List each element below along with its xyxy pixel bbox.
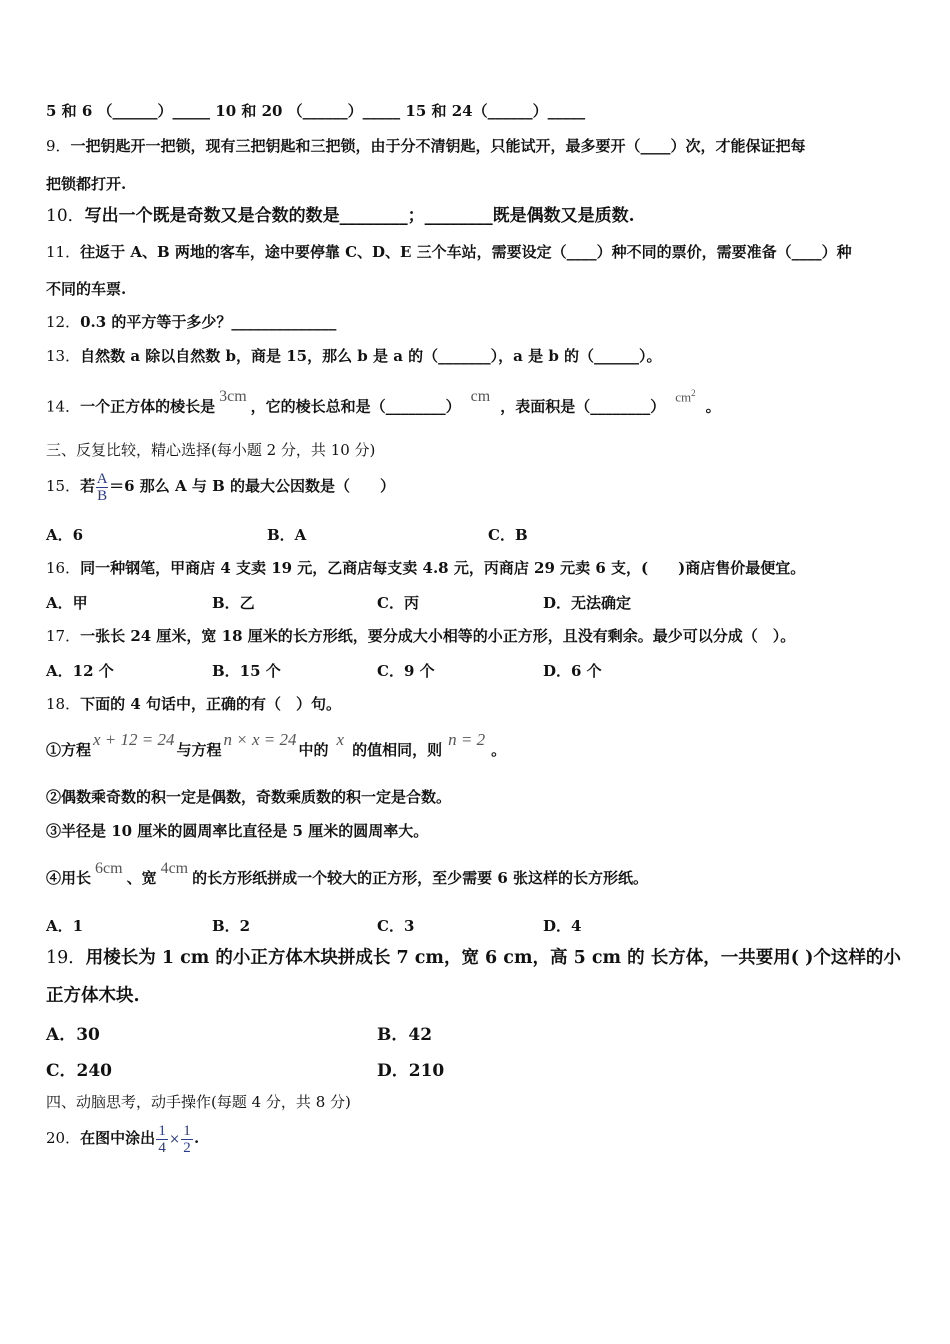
- q18-s1-equation-1: x + 12 = 24: [93, 730, 175, 749]
- q14-number: 14．: [46, 397, 81, 416]
- q18-s1-text-1: ①方程: [46, 741, 92, 759]
- q15-fraction: [96, 472, 108, 503]
- q18-s1-equation-3: n = 2: [448, 730, 486, 749]
- q18-statement-1: [46, 730, 507, 760]
- q18-option-c[interactable]: C．3: [377, 917, 415, 935]
- q16-number: 16．: [46, 559, 81, 577]
- q15-option-a[interactable]: A．6: [46, 526, 84, 544]
- q18-option-b[interactable]: B．2: [212, 917, 251, 935]
- q16-option-d[interactable]: D．无法确定: [543, 594, 632, 612]
- q18-statement-2: ②偶数乘奇数的积一定是偶数，奇数乘质数的积一定是合数。: [46, 788, 452, 806]
- q20-fraction-1: [156, 1124, 168, 1155]
- q18-option-d[interactable]: D．4: [543, 917, 582, 935]
- q9-line2: 把锁都打开.: [46, 175, 127, 193]
- q16-text: 同一种钢笔，甲商店 4 支卖 19 元，乙商店每支卖 4.8 元，丙商店 29 元卖 6 支，( )商店售价最便宜。: [80, 559, 806, 577]
- q18-statement-4: [46, 860, 649, 889]
- q11-number: 11．: [46, 243, 81, 261]
- q14-unit-cm2-base: cm: [675, 389, 692, 405]
- q15-fraction-den: B: [97, 487, 108, 504]
- q19-line1: [46, 948, 901, 968]
- q19-line2: 正方体木块.: [46, 986, 140, 1006]
- q18-s1-text-4: 的值相同，则: [352, 741, 443, 759]
- q14-text-1: 一个正方体的棱长是: [80, 397, 216, 416]
- q16-option-a[interactable]: A．甲: [46, 594, 88, 612]
- q19-number: 19．: [46, 948, 86, 968]
- q20-fraction-2: [181, 1124, 193, 1155]
- q18-text: 下面的 4 句话中，正确的有（ ）句。: [80, 695, 341, 713]
- q13-text: 自然数 a 除以自然数 b，商是 15，那么 b 是 a 的（_______），a 是 b 的（______）。: [80, 347, 662, 365]
- q17: [46, 626, 795, 646]
- q14-unit-edge: 3cm: [219, 388, 247, 406]
- q20-fraction-2-num: 1: [183, 1122, 191, 1139]
- q15: [46, 470, 395, 503]
- section4-heading: 四、动脑思考，动手操作(每题 4 分，共 8 分): [46, 1093, 351, 1111]
- q18-option-a[interactable]: A．1: [46, 917, 84, 935]
- q16-option-c[interactable]: C．丙: [377, 594, 419, 612]
- q11-line2: 不同的车票.: [46, 280, 127, 298]
- q20-text-1: 在图中涂出: [80, 1129, 156, 1147]
- q18-s1-text-3: 中的: [298, 741, 329, 759]
- q18-s1-text-5: 。: [491, 741, 507, 759]
- q12-number: 12．: [46, 313, 81, 331]
- q20-times-sign: ×: [169, 1132, 181, 1147]
- q19-text-a: 用棱长为 1 cm 的小正方体木块拼成长 7 cm，宽 6 cm，高 5 cm 的 长方体，一共要用( )个这样的小: [85, 948, 901, 968]
- q9-text-a: 一把钥匙开一把锁，现有三把钥匙和三把锁，由于分不清钥匙，只能试开，最多要开（____）次，才能保证把每: [70, 137, 806, 155]
- q18: [46, 694, 341, 714]
- q11-text-a: 往返于 A、B 两地的客车，途中要停靠 C、D、E 三个车站，需要设定（____）种不同的票价，需要准备（____）种: [80, 243, 852, 261]
- q12: [46, 312, 336, 332]
- q20-number: 20．: [46, 1129, 81, 1147]
- q18-s1-equation-2: n × x = 24: [223, 730, 297, 749]
- q16: [46, 558, 805, 578]
- q14-unit-cm2: [675, 383, 695, 407]
- q10: [46, 206, 635, 226]
- q10-number: 10．: [46, 206, 85, 226]
- q10-text: 写出一个既是奇数又是合数的数是________；________既是偶数又是质数.: [84, 206, 635, 226]
- q17-option-b[interactable]: B．15 个: [212, 662, 281, 680]
- q18-number: 18．: [46, 695, 81, 713]
- q15-text-2: ＝6 那么 A 与 B 的最大公因数是（ ）: [109, 477, 395, 495]
- q17-option-a[interactable]: A．12 个: [46, 662, 114, 680]
- q18-s4-text-2: 、宽: [126, 869, 157, 887]
- q17-text: 一张长 24 厘米，宽 18 厘米的长方形纸，要分成大小相等的小正方形，且没有剩余。最少可以分成（ ）。: [80, 627, 796, 645]
- q14-text-3: ，表面积是（________）: [500, 397, 666, 416]
- q17-number: 17．: [46, 627, 81, 645]
- q17-option-c[interactable]: C．9 个: [377, 662, 435, 680]
- q15-option-b[interactable]: B．A: [267, 526, 307, 544]
- q20-fraction-2-den: 2: [183, 1139, 191, 1156]
- q20-fraction-1-den: 4: [158, 1139, 166, 1156]
- q14: [46, 388, 721, 417]
- q14-text-2: ，它的棱长总和是（________）: [250, 397, 461, 416]
- q19-option-c[interactable]: C．240: [46, 1061, 113, 1081]
- q12-text: 0.3 的平方等于多少？______________: [80, 313, 337, 331]
- q18-s1-text-2: 与方程: [176, 741, 222, 759]
- q20-fraction-1-num: 1: [158, 1122, 166, 1139]
- q11-line1: [46, 242, 852, 262]
- q15-number: 15．: [46, 477, 81, 495]
- q20: [46, 1122, 199, 1156]
- q15-option-c[interactable]: C．B: [488, 526, 528, 544]
- q14-unit-cm: cm: [470, 388, 491, 406]
- q16-option-b[interactable]: B．乙: [212, 594, 255, 612]
- q14-unit-cm2-exp: 2: [691, 388, 696, 398]
- q18-s4-width: 4cm: [160, 860, 189, 877]
- q13: [46, 346, 662, 366]
- q18-s4-text-1: ④用长: [46, 869, 92, 887]
- q9-line1: [46, 136, 806, 156]
- q19-option-d[interactable]: D．210: [377, 1061, 445, 1081]
- q14-text-4: 。: [705, 397, 721, 416]
- q18-s4-length: 6cm: [95, 860, 123, 877]
- q9-number: 9．: [46, 137, 71, 155]
- q18-s1-variable: x: [336, 730, 345, 749]
- q19-option-a[interactable]: A．30: [46, 1025, 100, 1045]
- q8-answer-line: 5 和 6 （______）_____ 10 和 20 （______）_____ 15 和 24（______）_____: [46, 102, 586, 120]
- q17-option-d[interactable]: D．6 个: [543, 662, 602, 680]
- q19-option-b[interactable]: B．42: [377, 1025, 433, 1045]
- q15-fraction-num: A: [96, 470, 108, 487]
- q20-text-2: .: [194, 1129, 200, 1147]
- section3-heading: 三、反复比较，精心选择(每小题 2 分，共 10 分): [46, 441, 376, 459]
- q15-text-1: 若: [80, 477, 96, 495]
- q18-statement-3: ③半径是 10 厘米的圆周率比直径是 5 厘米的圆周率大。: [46, 822, 429, 840]
- q18-s4-text-3: 的长方形纸拼成一个较大的正方形，至少需要 6 张这样的长方形纸。: [192, 869, 649, 887]
- q13-number: 13．: [46, 347, 81, 365]
